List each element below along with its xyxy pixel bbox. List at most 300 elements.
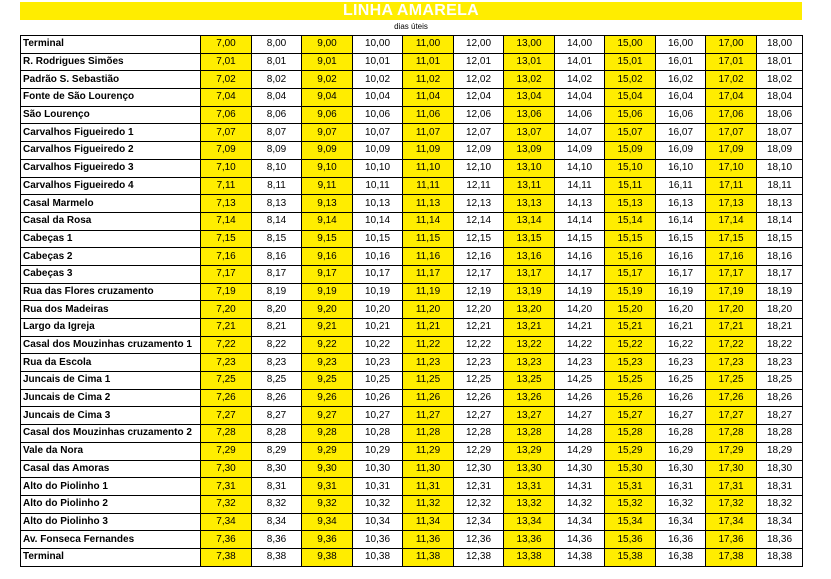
departure-time-cell: 14,27 [555,407,605,425]
departure-time-cell: 8,23 [252,354,302,372]
departure-time-cell: 11,16 [403,248,454,266]
departure-time-cell: 17,15 [706,230,757,248]
stop-name-cell: Rua da Escola [21,354,201,372]
departure-time-cell: 11,10 [403,159,454,177]
departure-time-cell: 9,30 [302,460,353,478]
departure-time-cell: 16,23 [656,354,706,372]
departure-time-cell: 18,32 [757,495,803,513]
departure-time-cell: 12,32 [454,495,504,513]
departure-time-cell: 16,13 [656,195,706,213]
departure-time-cell: 8,15 [252,230,302,248]
table-row [21,389,803,407]
departure-time-cell: 8,36 [252,531,302,549]
departure-time-cell: 10,23 [353,354,403,372]
departure-time-cell: 18,20 [757,301,803,319]
departure-time-cell: 13,34 [504,513,555,531]
departure-time-cell: 7,27 [201,407,252,425]
departure-time-cell: 7,14 [201,212,252,230]
stop-name-cell: Fonte de São Lourenço [21,89,201,107]
departure-time-cell: 16,30 [656,460,706,478]
departure-time-cell: 9,07 [302,124,353,142]
departure-time-cell: 18,28 [757,425,803,443]
departure-time-cell: 17,25 [706,372,757,390]
departure-time-cell: 10,07 [353,124,403,142]
departure-time-cell: 14,31 [555,478,605,496]
departure-time-cell: 16,15 [656,230,706,248]
departure-time-cell: 15,04 [605,89,656,107]
departure-time-cell: 8,30 [252,460,302,478]
departure-time-cell: 12,20 [454,301,504,319]
departure-time-cell: 17,38 [706,548,757,566]
departure-time-cell: 11,23 [403,354,454,372]
departure-time-cell: 9,28 [302,425,353,443]
departure-time-cell: 9,22 [302,336,353,354]
departure-time-cell: 18,01 [757,53,803,71]
departure-time-cell: 16,25 [656,372,706,390]
departure-time-cell: 11,00 [403,36,454,54]
departure-time-cell: 9,29 [302,442,353,460]
stop-name-cell: Vale da Nora [21,442,201,460]
departure-time-cell: 15,00 [605,36,656,54]
departure-time-cell: 17,01 [706,53,757,71]
departure-time-cell: 14,38 [555,548,605,566]
departure-time-cell: 10,01 [353,53,403,71]
departure-time-cell: 7,17 [201,265,252,283]
departure-time-cell: 7,34 [201,513,252,531]
departure-time-cell: 7,21 [201,319,252,337]
departure-time-cell: 16,36 [656,531,706,549]
departure-time-cell: 10,36 [353,531,403,549]
departure-time-cell: 7,13 [201,195,252,213]
departure-time-cell: 16,07 [656,124,706,142]
departure-time-cell: 7,10 [201,159,252,177]
departure-time-cell: 18,11 [757,177,803,195]
departure-time-cell: 17,32 [706,495,757,513]
departure-time-cell: 9,27 [302,407,353,425]
departure-time-cell: 7,25 [201,372,252,390]
departure-time-cell: 12,00 [454,36,504,54]
departure-time-cell: 7,15 [201,230,252,248]
departure-time-cell: 13,20 [504,301,555,319]
departure-time-cell: 12,25 [454,372,504,390]
departure-time-cell: 14,26 [555,389,605,407]
departure-time-cell: 10,27 [353,407,403,425]
departure-time-cell: 10,21 [353,319,403,337]
departure-time-cell: 8,17 [252,265,302,283]
departure-time-cell: 16,00 [656,36,706,54]
stop-name-cell: Alto do Piolinho 2 [21,495,201,513]
departure-time-cell: 15,22 [605,336,656,354]
departure-time-cell: 8,00 [252,36,302,54]
departure-time-cell: 18,26 [757,389,803,407]
departure-time-cell: 16,02 [656,71,706,89]
departure-time-cell: 8,21 [252,319,302,337]
departure-time-cell: 8,06 [252,106,302,124]
departure-time-cell: 14,23 [555,354,605,372]
stop-name-cell: Casal dos Mouzinhas cruzamento 1 [21,336,201,354]
departure-time-cell: 14,36 [555,531,605,549]
timetable-body [21,36,803,567]
departure-time-cell: 10,31 [353,478,403,496]
departure-time-cell: 11,01 [403,53,454,71]
departure-time-cell: 14,25 [555,372,605,390]
departure-time-cell: 8,20 [252,301,302,319]
stop-name-cell: Casal das Amoras [21,460,201,478]
table-row [21,531,803,549]
departure-time-cell: 18,34 [757,513,803,531]
departure-time-cell: 11,25 [403,372,454,390]
departure-time-cell: 9,36 [302,531,353,549]
departure-time-cell: 7,06 [201,106,252,124]
departure-time-cell: 12,29 [454,442,504,460]
departure-time-cell: 17,11 [706,177,757,195]
departure-time-cell: 17,07 [706,124,757,142]
departure-time-cell: 11,14 [403,212,454,230]
departure-time-cell: 16,22 [656,336,706,354]
departure-time-cell: 12,15 [454,230,504,248]
departure-time-cell: 18,06 [757,106,803,124]
departure-time-cell: 11,36 [403,531,454,549]
departure-time-cell: 16,20 [656,301,706,319]
departure-time-cell: 15,16 [605,248,656,266]
departure-time-cell: 14,22 [555,336,605,354]
departure-time-cell: 7,22 [201,336,252,354]
departure-time-cell: 7,19 [201,283,252,301]
departure-time-cell: 17,04 [706,89,757,107]
table-row [21,71,803,89]
departure-time-cell: 14,02 [555,71,605,89]
departure-time-cell: 15,07 [605,124,656,142]
departure-time-cell: 7,02 [201,71,252,89]
departure-time-cell: 10,11 [353,177,403,195]
departure-time-cell: 11,34 [403,513,454,531]
departure-time-cell: 12,06 [454,106,504,124]
table-row [21,53,803,71]
departure-time-cell: 10,25 [353,372,403,390]
departure-time-cell: 18,14 [757,212,803,230]
departure-time-cell: 9,31 [302,478,353,496]
departure-time-cell: 9,02 [302,71,353,89]
departure-time-cell: 7,26 [201,389,252,407]
stop-name-cell: Cabeças 1 [21,230,201,248]
departure-time-cell: 16,14 [656,212,706,230]
departure-time-cell: 9,15 [302,230,353,248]
departure-time-cell: 16,21 [656,319,706,337]
departure-time-cell: 11,38 [403,548,454,566]
table-row [21,142,803,160]
departure-time-cell: 11,32 [403,495,454,513]
table-row [21,301,803,319]
departure-time-cell: 12,26 [454,389,504,407]
departure-time-cell: 8,31 [252,478,302,496]
departure-time-cell: 10,00 [353,36,403,54]
departure-time-cell: 8,04 [252,89,302,107]
departure-time-cell: 17,28 [706,425,757,443]
departure-time-cell: 12,34 [454,513,504,531]
departure-time-cell: 8,02 [252,71,302,89]
departure-time-cell: 13,17 [504,265,555,283]
departure-time-cell: 9,14 [302,212,353,230]
table-row [21,548,803,566]
departure-time-cell: 10,26 [353,389,403,407]
departure-time-cell: 8,26 [252,389,302,407]
departure-time-cell: 12,02 [454,71,504,89]
departure-time-cell: 14,15 [555,230,605,248]
departure-time-cell: 18,16 [757,248,803,266]
departure-time-cell: 10,15 [353,230,403,248]
departure-time-cell: 15,32 [605,495,656,513]
departure-time-cell: 15,23 [605,354,656,372]
table-row [21,195,803,213]
departure-time-cell: 15,29 [605,442,656,460]
departure-time-cell: 14,00 [555,36,605,54]
departure-time-cell: 13,04 [504,89,555,107]
timetable [20,35,803,567]
departure-time-cell: 15,27 [605,407,656,425]
departure-time-cell: 14,13 [555,195,605,213]
departure-time-cell: 15,30 [605,460,656,478]
departure-time-cell: 15,34 [605,513,656,531]
stop-name-cell: Cabeças 3 [21,265,201,283]
departure-time-cell: 12,22 [454,336,504,354]
departure-time-cell: 13,31 [504,478,555,496]
departure-time-cell: 15,28 [605,425,656,443]
departure-time-cell: 12,10 [454,159,504,177]
departure-time-cell: 18,17 [757,265,803,283]
table-row [21,407,803,425]
departure-time-cell: 11,31 [403,478,454,496]
departure-time-cell: 18,02 [757,71,803,89]
stop-name-cell: Terminal [21,548,201,566]
departure-time-cell: 15,31 [605,478,656,496]
departure-time-cell: 13,21 [504,319,555,337]
departure-time-cell: 18,09 [757,142,803,160]
departure-time-cell: 11,29 [403,442,454,460]
departure-time-cell: 16,10 [656,159,706,177]
table-row [21,336,803,354]
departure-time-cell: 16,38 [656,548,706,566]
departure-time-cell: 16,31 [656,478,706,496]
departure-time-cell: 8,11 [252,177,302,195]
table-row [21,265,803,283]
departure-time-cell: 16,06 [656,106,706,124]
departure-time-cell: 14,32 [555,495,605,513]
departure-time-cell: 17,09 [706,142,757,160]
departure-time-cell: 16,32 [656,495,706,513]
departure-time-cell: 16,34 [656,513,706,531]
departure-time-cell: 13,23 [504,354,555,372]
departure-time-cell: 14,14 [555,212,605,230]
departure-time-cell: 18,36 [757,531,803,549]
stop-name-cell: Terminal [21,36,201,54]
table-row [21,425,803,443]
departure-time-cell: 17,00 [706,36,757,54]
departure-time-cell: 18,38 [757,548,803,566]
departure-time-cell: 14,34 [555,513,605,531]
stop-name-cell: Largo da Igreja [21,319,201,337]
departure-time-cell: 15,20 [605,301,656,319]
departure-time-cell: 13,02 [504,71,555,89]
departure-time-cell: 18,00 [757,36,803,54]
departure-time-cell: 10,29 [353,442,403,460]
departure-time-cell: 13,16 [504,248,555,266]
table-row [21,159,803,177]
table-row [21,372,803,390]
departure-time-cell: 8,29 [252,442,302,460]
departure-time-cell: 14,21 [555,319,605,337]
departure-time-cell: 13,00 [504,36,555,54]
departure-time-cell: 10,17 [353,265,403,283]
table-row [21,354,803,372]
departure-time-cell: 12,19 [454,283,504,301]
departure-time-cell: 9,01 [302,53,353,71]
departure-time-cell: 8,01 [252,53,302,71]
departure-time-cell: 14,10 [555,159,605,177]
departure-time-cell: 18,31 [757,478,803,496]
departure-time-cell: 12,23 [454,354,504,372]
departure-time-cell: 15,25 [605,372,656,390]
stop-name-cell: Alto do Piolinho 1 [21,478,201,496]
departure-time-cell: 7,04 [201,89,252,107]
stop-name-cell: Av. Fonseca Fernandes [21,531,201,549]
departure-time-cell: 15,02 [605,71,656,89]
departure-time-cell: 12,17 [454,265,504,283]
departure-time-cell: 7,36 [201,531,252,549]
stop-name-cell: Carvalhos Figueiredo 2 [21,142,201,160]
departure-time-cell: 7,07 [201,124,252,142]
departure-time-cell: 11,09 [403,142,454,160]
departure-time-cell: 18,07 [757,124,803,142]
table-row [21,478,803,496]
departure-time-cell: 17,06 [706,106,757,124]
departure-time-cell: 14,17 [555,265,605,283]
departure-time-cell: 9,32 [302,495,353,513]
departure-time-cell: 18,13 [757,195,803,213]
departure-time-cell: 17,20 [706,301,757,319]
departure-time-cell: 13,15 [504,230,555,248]
departure-time-cell: 15,01 [605,53,656,71]
stop-name-cell: R. Rodrigues Simões [21,53,201,71]
departure-time-cell: 13,28 [504,425,555,443]
departure-time-cell: 17,21 [706,319,757,337]
departure-time-cell: 16,17 [656,265,706,283]
stop-name-cell: Padrão S. Sebastião [21,71,201,89]
departure-time-cell: 14,11 [555,177,605,195]
departure-time-cell: 17,13 [706,195,757,213]
table-row [21,513,803,531]
table-row [21,212,803,230]
departure-time-cell: 13,32 [504,495,555,513]
departure-time-cell: 11,21 [403,319,454,337]
departure-time-cell: 18,22 [757,336,803,354]
departure-time-cell: 13,14 [504,212,555,230]
departure-time-cell: 15,36 [605,531,656,549]
departure-time-cell: 11,19 [403,283,454,301]
stop-name-cell: Rua das Flores cruzamento [21,283,201,301]
departure-time-cell: 8,32 [252,495,302,513]
departure-time-cell: 11,11 [403,177,454,195]
departure-time-cell: 8,10 [252,159,302,177]
departure-time-cell: 12,36 [454,531,504,549]
departure-time-cell: 14,09 [555,142,605,160]
departure-time-cell: 13,29 [504,442,555,460]
departure-time-cell: 14,07 [555,124,605,142]
stop-name-cell: Carvalhos Figueiredo 3 [21,159,201,177]
departure-time-cell: 10,34 [353,513,403,531]
departure-time-cell: 9,11 [302,177,353,195]
departure-time-cell: 17,27 [706,407,757,425]
departure-time-cell: 16,28 [656,425,706,443]
departure-time-cell: 8,07 [252,124,302,142]
departure-time-cell: 17,22 [706,336,757,354]
departure-time-cell: 11,06 [403,106,454,124]
departure-time-cell: 8,27 [252,407,302,425]
departure-time-cell: 15,11 [605,177,656,195]
departure-time-cell: 14,16 [555,248,605,266]
departure-time-cell: 7,23 [201,354,252,372]
table-row [21,230,803,248]
departure-time-cell: 14,04 [555,89,605,107]
departure-time-cell: 8,09 [252,142,302,160]
departure-time-cell: 8,16 [252,248,302,266]
departure-time-cell: 10,22 [353,336,403,354]
departure-time-cell: 9,34 [302,513,353,531]
departure-time-cell: 14,19 [555,283,605,301]
departure-time-cell: 11,13 [403,195,454,213]
departure-time-cell: 17,31 [706,478,757,496]
departure-time-cell: 17,36 [706,531,757,549]
departure-time-cell: 12,38 [454,548,504,566]
departure-time-cell: 18,21 [757,319,803,337]
departure-time-cell: 12,30 [454,460,504,478]
departure-time-cell: 13,36 [504,531,555,549]
departure-time-cell: 9,16 [302,248,353,266]
stop-name-cell: Juncais de Cima 2 [21,389,201,407]
departure-time-cell: 14,20 [555,301,605,319]
departure-time-cell: 13,10 [504,159,555,177]
departure-time-cell: 10,16 [353,248,403,266]
departure-time-cell: 8,28 [252,425,302,443]
departure-time-cell: 13,27 [504,407,555,425]
stop-name-cell: São Lourenço [21,106,201,124]
departure-time-cell: 11,30 [403,460,454,478]
departure-time-cell: 12,11 [454,177,504,195]
departure-time-cell: 13,07 [504,124,555,142]
departure-time-cell: 12,01 [454,53,504,71]
departure-time-cell: 17,14 [706,212,757,230]
departure-time-cell: 9,26 [302,389,353,407]
departure-time-cell: 11,27 [403,407,454,425]
departure-time-cell: 10,13 [353,195,403,213]
departure-time-cell: 11,07 [403,124,454,142]
departure-time-cell: 7,28 [201,425,252,443]
stop-name-cell: Carvalhos Figueiredo 4 [21,177,201,195]
departure-time-cell: 7,38 [201,548,252,566]
departure-time-cell: 12,28 [454,425,504,443]
departure-time-cell: 18,04 [757,89,803,107]
departure-time-cell: 12,21 [454,319,504,337]
stop-name-cell: Alto do Piolinho 3 [21,513,201,531]
departure-time-cell: 9,20 [302,301,353,319]
departure-time-cell: 11,28 [403,425,454,443]
departure-time-cell: 10,14 [353,212,403,230]
departure-time-cell: 8,34 [252,513,302,531]
departure-time-cell: 15,21 [605,319,656,337]
departure-time-cell: 7,09 [201,142,252,160]
stop-name-cell: Casal dos Mouzinhas cruzamento 2 [21,425,201,443]
departure-time-cell: 7,00 [201,36,252,54]
departure-time-cell: 13,13 [504,195,555,213]
